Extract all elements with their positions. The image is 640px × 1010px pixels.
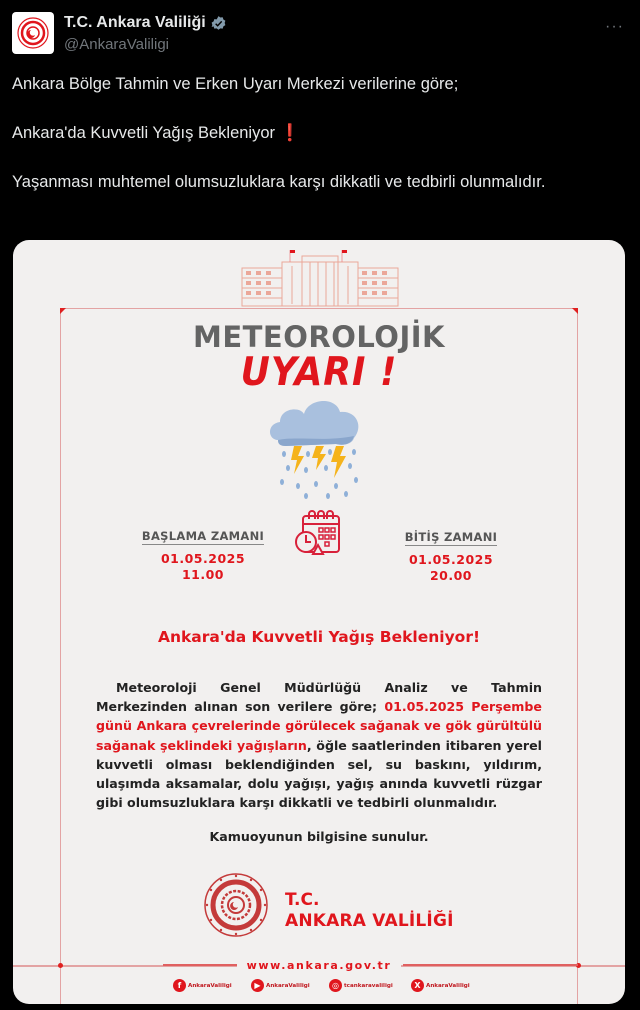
poster-title: METEOROLOJİK bbox=[192, 320, 446, 354]
alert-heading: Ankara'da Kuvvetli Yağış Bekleniyor! bbox=[157, 628, 481, 646]
alert-body-highlight: 01.05.2025 Perşembe günü Ankara çevrelerinde görülecek sağanak ve gök gürültülü sağanak şeklindeki yağışların bbox=[96, 699, 542, 753]
social-instagram[interactable]: ◎ tcankaravaliligi bbox=[329, 979, 393, 992]
ankara-valiligi-seal-icon bbox=[203, 872, 269, 938]
calendar-clock-icon bbox=[293, 510, 343, 558]
public-notice: Kamuoyunun bilgisine sunulur. bbox=[209, 829, 429, 844]
author-handle[interactable]: @AnkaraValiligi bbox=[64, 36, 169, 53]
social-x[interactable]: X AnkaraValiligi bbox=[411, 979, 470, 992]
social-links bbox=[173, 979, 473, 995]
website-link[interactable]: www.ankara.gov.tr bbox=[13, 956, 625, 974]
start-date: 01.05.2025 bbox=[160, 551, 246, 566]
exclamation-emoji-icon: ❗ bbox=[279, 124, 301, 142]
tweet-line-1: Ankara Bölge Tahmin ve Erken Uyarı Merkezi verilerine göre; bbox=[12, 75, 459, 93]
instagram-icon: ◎ bbox=[329, 979, 342, 992]
frame-corner bbox=[60, 308, 66, 314]
start-hour: 11.00 bbox=[181, 567, 225, 582]
thunderstorm-cloud-icon bbox=[266, 390, 366, 500]
governorship-building-icon bbox=[240, 248, 400, 308]
end-time-block bbox=[381, 526, 521, 583]
verified-badge-icon bbox=[210, 15, 227, 32]
facebook-icon: f bbox=[173, 979, 186, 992]
frame-corner bbox=[572, 308, 578, 314]
end-time-label: BİTİŞ ZAMANI bbox=[404, 530, 498, 544]
end-hour: 20.00 bbox=[429, 568, 473, 583]
start-time-label: BAŞLAMA ZAMANI bbox=[141, 529, 265, 543]
author-display-name[interactable]: T.C. Ankara Valiliği bbox=[64, 14, 227, 32]
alert-body: Meteoroloji Genel Müdürlüğü Analiz ve Tahmin Merkezinden alınan son verilere göre; 01.05.2025 Perşembe günü Ankara çevrelerinde görülecek sağanak ve gök gürültülü sağanak şeklindeki yağışların, öğle saatlerinden itibaren yerel kuvvetli olması beklendiğinden sel, su baskını, yıldırım, ulaşımda aksamalar, dolu yağışı, yağış anında kuvvetli rüzgar gibi olumsuzluklara karşı dikkatli ve tedbirli olunmalıdır. bbox=[96, 680, 542, 811]
poster-warning-title: UYARI ! bbox=[240, 350, 398, 395]
more-options-icon[interactable]: ··· bbox=[605, 18, 624, 35]
social-facebook[interactable]: f AnkaraValiligi bbox=[173, 979, 232, 992]
tweet-line-3: Yaşanması muhtemel olumsuzluklara karşı dikkatli ve tedbirli olunmalıdır. bbox=[12, 173, 546, 191]
tweet-media-image[interactable] bbox=[13, 240, 625, 1004]
social-youtube[interactable]: ▶ AnkaraValiligi bbox=[251, 979, 310, 992]
tweet-header bbox=[12, 12, 628, 56]
end-date: 01.05.2025 bbox=[408, 552, 494, 567]
tweet-text bbox=[12, 72, 612, 195]
avatar[interactable] bbox=[12, 12, 54, 54]
x-icon: X bbox=[411, 979, 424, 992]
youtube-icon: ▶ bbox=[251, 979, 264, 992]
valilik-seal-icon bbox=[16, 16, 50, 50]
organization-name: T.C. ANKARA VALİLİĞİ bbox=[285, 890, 454, 931]
tweet-line-2: Ankara'da Kuvvetli Yağış Bekleniyor ❗ bbox=[12, 124, 301, 142]
start-time-block bbox=[128, 525, 278, 582]
